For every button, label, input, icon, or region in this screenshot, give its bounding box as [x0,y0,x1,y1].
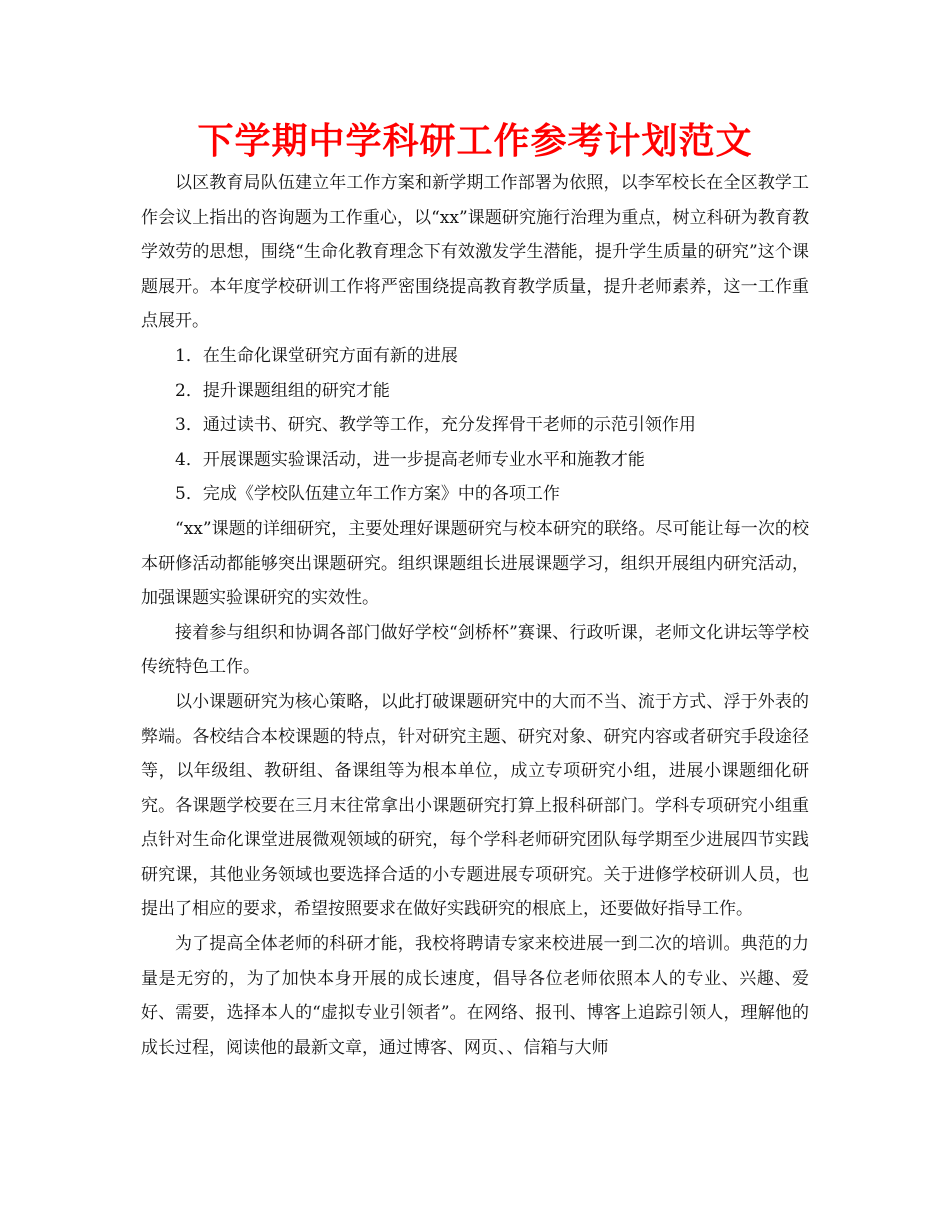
goal-list-item: 4．开展课题实验课活动，进一步提高老师专业水平和施教才能 [175,449,645,470]
body-paragraph: “xx”课题的详细研究，主要处理好课题研究与校本研究的联络。尽可能让每一次的校本研修活动都能够突出课题研究。组织课题组长进展课题学习，组织开展组内研究活动，加强课题实验课研究的实效性。 [141,518,809,609]
goal-list-item: 2．提升课题组组的研究才能 [175,380,390,401]
document-title: 下学期中学科研工作参考计划范文 [197,121,753,162]
document-body [141,166,809,1065]
body-paragraph: 为了提高全体老师的科研才能，我校将聘请专家来校进展一到二次的培训。典范的力量是无穷的，为了加快本身开展的成长速度，倡导各位老师依照本人的专业、兴趣、爱好、需要，选择本人的“虚拟专业引领者”。在网络、报刊、博客上追踪引领人，理解他的成长过程，阅读他的最新文章，通过博客、网页、、信箱与大师 [141,934,809,1058]
body-paragraph: 以小课题研究为核心策略，以此打破课题研究中的大而不当、流于方式、浮于外表的弊端。各校结合本校课题的特点，针对研究主题、研究对象、研究内容或者研究手段途径等，以年级组、教研组、备课组等为根本单位，成立专项研究小组，进展小课题细化研究。各课题学校要在三月末往常拿出小课题研究打算上报科研部门。学科专项研究小组重点针对生命化课堂进展微观领域的研究，每个学科老师研究团队每学期至少进展四节实践研究课，其他业务领域也要选择合适的小专题进展专项研究。关于进修学校研训人员，也提出了相应的要求，希望按照要求在做好实践研究的根底上，还要做好指导工作。 [141,691,809,920]
goal-list-item: 1．在生命化课堂研究方面有新的进展 [175,345,458,366]
goal-list-item: 3．通过读书、研究、教学等工作，充分发挥骨干老师的示范引领作用 [175,415,696,436]
body-paragraph: 接着参与组织和协调各部门做好学校“剑桥杯”赛课、行政听课，老师文化讲坛等学校传统特色工作。 [141,622,809,678]
goal-list-item: 5．完成《学校队伍建立年工作方案》中的各项工作 [175,484,560,505]
intro-paragraph: 以区教育局队伍建立年工作方案和新学期工作部署为依照，以李军校长在全区教学工作会议上指出的咨询题为工作重心，以“xx”课题研究施行治理为重点，树立科研为教育教学效劳的思想，围绕“生命化教育理念下有效激发学生潜能，提升学生质量的研究”这个课题展开。本年度学校研训工作将严密围绕提高教育教学质量，提升老师素养，这一工作重点展开。 [141,173,809,332]
